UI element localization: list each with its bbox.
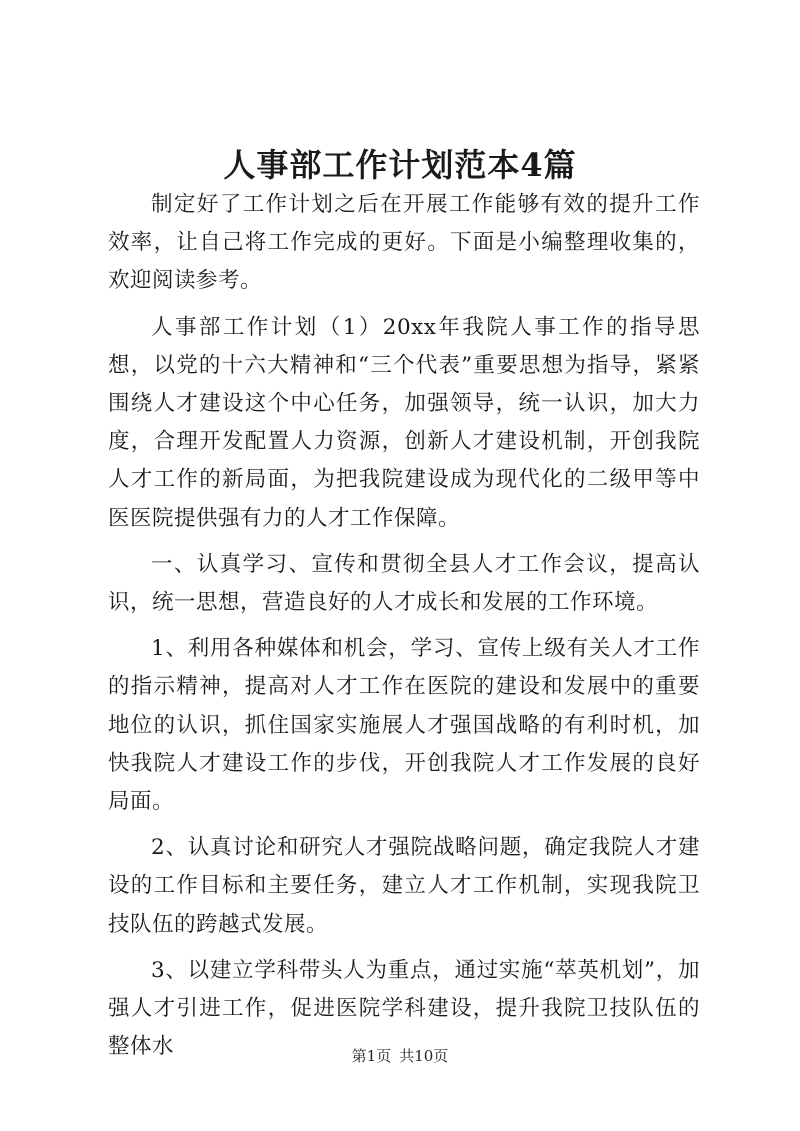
paragraph-item-3: 3、以建立学科带头人为重点，通过实施“萃英机划”，加强人才引进工作，促进医院学科建设，提升我院卫技队伍的整体水 bbox=[108, 957, 700, 1060]
paragraph-item-1: 1、利用各种媒体和机会，学习、宣传上级有关人才工作的指示精神，提高对人才工作在医院的建设和发展中的重要地位的认识，抓住国家实施展人才强国战略的有利时机，加快我院人才建设工作的步伐，开创我院人才工作发展的良好局面。 bbox=[108, 636, 700, 815]
paragraph-guiding-thought: 人事部工作计划（1）20xx年我院人事工作的指导思想，以党的十六大精神和“三个代表”重要思想为指导，紧紧围绕人才建设这个中心任务，加强领导，统一认识，加大力度，合理开发配置人力资源，创新人才建设机制，开创我院人才工作的新局面，为把我院建设成为现代化的二级甲等中医医院提供强有力的人才工作保障。 bbox=[108, 314, 700, 531]
document-body bbox=[108, 186, 700, 1066]
paragraph-intro: 制定好了工作计划之后在开展工作能够有效的提升工作效率，让自己将工作完成的更好。下面是小编整理收集的，欢迎阅读参考。 bbox=[108, 192, 700, 294]
document-title: 人事部工作计划范本4篇 bbox=[223, 146, 577, 184]
page-number-current: 第1页 bbox=[351, 1047, 392, 1065]
paragraph-item-2: 2、认真讨论和研究人才强院战略问题，确定我院人才建设的工作目标和主要任务，建立人才工作机制，实现我院卫技队伍的跨越式发展。 bbox=[108, 835, 700, 937]
page-number-total: 共10页 bbox=[399, 1047, 449, 1065]
paragraph-section-one: 一、认真学习、宣传和贯彻全县人才工作会议，提高认识，统一思想，营造良好的人才成长和发展的工作环境。 bbox=[108, 551, 700, 616]
page-footer bbox=[0, 1045, 800, 1066]
